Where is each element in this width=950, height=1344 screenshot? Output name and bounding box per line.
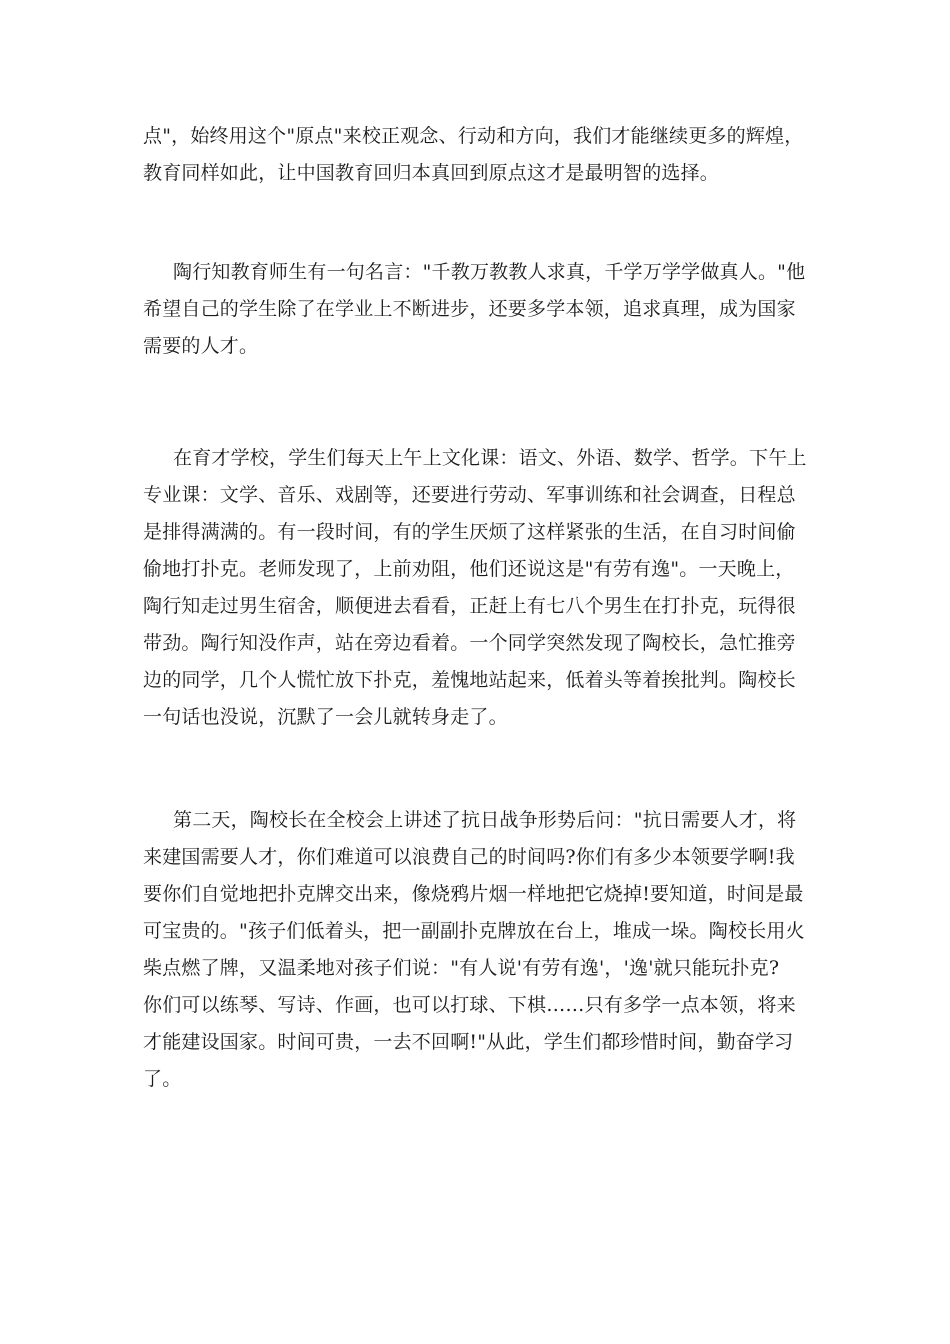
text-line: 希望自己的学生除了在学业上不断进步，还要多学本领，追求真理，成为国家	[143, 298, 796, 320]
text-line: 教育同样如此，让中国教育回归本真回到原点这才是最明智的选择。	[143, 162, 720, 184]
text-line: 要你们自觉地把扑克牌交出来，像烧鸦片烟一样地把它烧掉!要知道，时间是最	[143, 883, 804, 905]
text-line: 偷地打扑克。老师发现了，上前劝阻，他们还说这是"有劳有逸"。一天晚上，	[143, 558, 795, 580]
text-line: 可宝贵的。"孩子们低着头，把一副副扑克牌放在台上，堆成一垛。陶校长用火	[143, 920, 805, 942]
text-line: 专业课：文学、音乐、戏剧等，还要进行劳动、军事训练和社会调查，日程总	[143, 484, 796, 506]
text-line: 了。	[143, 1068, 182, 1090]
text-line: 陶行知教育师生有一句名言："千教万教教人求真，千学万学学做真人。"他	[173, 261, 806, 283]
text-line: 来建国需要人才，你们难道可以浪费自己的时间吗?你们有多少本领要学啊!我	[143, 846, 795, 868]
text-line: 一句话也没说，沉默了一会儿就转身走了。	[143, 706, 508, 728]
text-line: 第二天，陶校长在全校会上讲述了抗日战争形势后问："抗日需要人才，将	[173, 809, 797, 831]
text-line: 在育才学校，学生们每天上午上文化课：语文、外语、数学、哲学。下午上	[173, 447, 807, 469]
text-line: 边的同学，几个人慌忙放下扑克，羞愧地站起来，低着头等着挨批判。陶校长	[143, 669, 796, 691]
text-line: 带劲。陶行知没作声，站在旁边看着。一个同学突然发现了陶校长，急忙推旁	[143, 632, 796, 654]
text-line: 柴点燃了牌，又温柔地对孩子们说："有人说'有劳有逸'，'逸'就只能玩扑克?	[143, 957, 780, 979]
paragraph-continuation	[143, 118, 811, 192]
text-line: 陶行知走过男生宿舍，顺便进去看看，正赶上有七八个男生在打扑克，玩得很	[143, 595, 796, 617]
paragraph-tao-quote	[143, 254, 811, 365]
text-line: 点"，始终用这个"原点"来校正观念、行动和方向，我们才能继续更多的辉煌，	[143, 125, 804, 147]
paragraph-yucai-school	[143, 440, 811, 736]
text-line: 你们可以练琴、写诗、作画，也可以打球、下棋……只有多学一点本领，将来	[143, 994, 796, 1016]
text-line: 才能建设国家。时间可贵，一去不回啊!"从此，学生们都珍惜时间，勤奋学习	[143, 1031, 794, 1053]
text-line: 是排得满满的。有一段时间，有的学生厌烦了这样紧张的生活，在自习时间偷	[143, 521, 796, 543]
text-line: 需要的人才。	[143, 335, 259, 357]
paragraph-next-day	[143, 802, 811, 1098]
